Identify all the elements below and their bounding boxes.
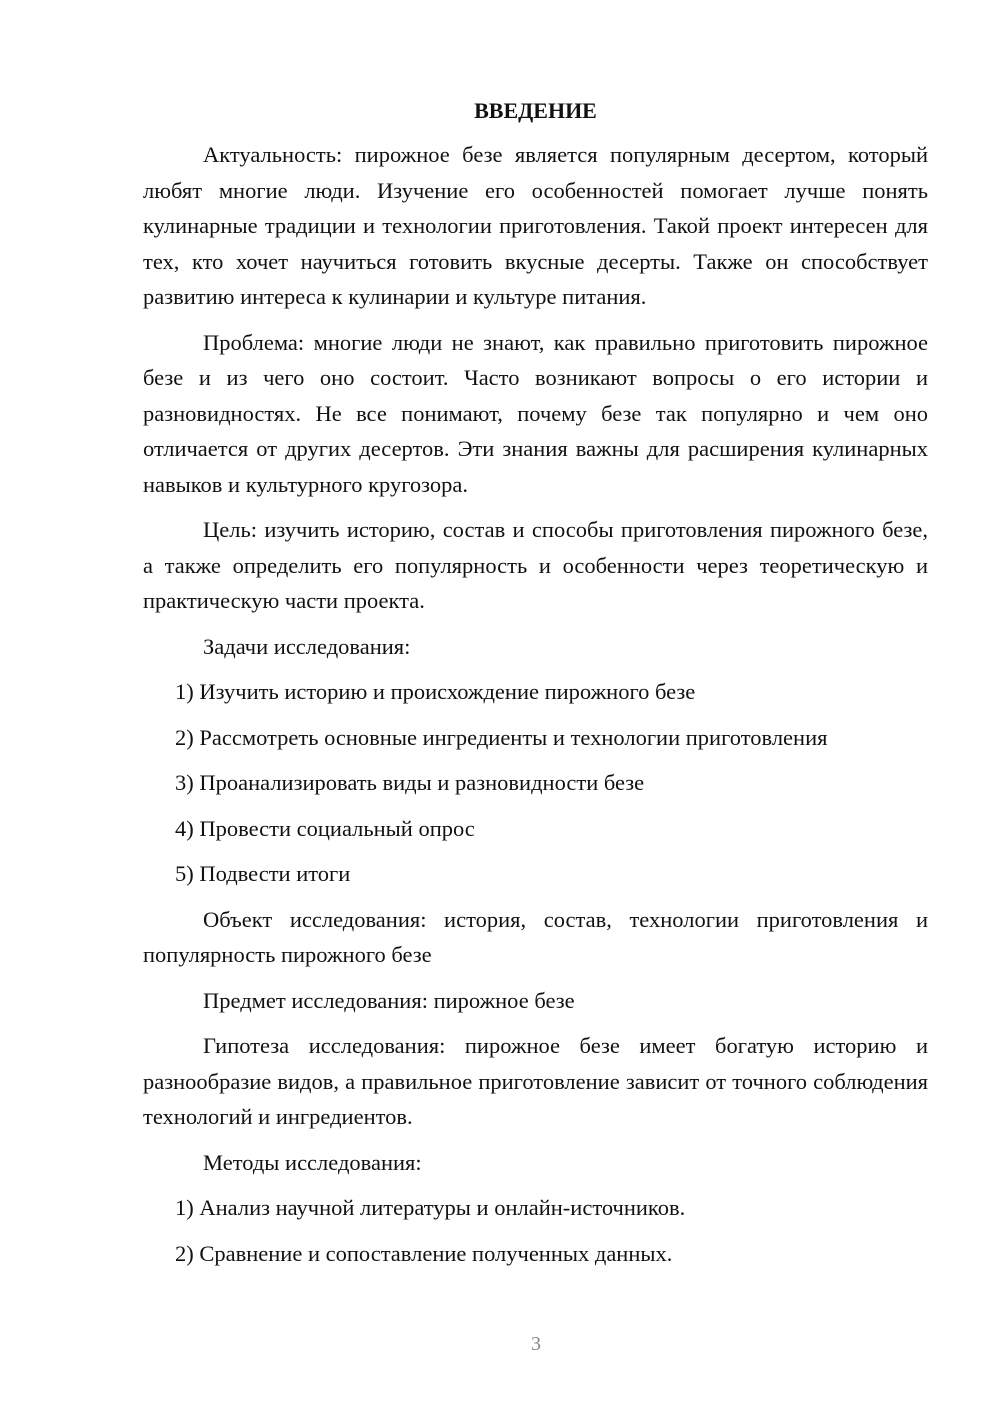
task-item: 4) Провести социальный опрос xyxy=(175,815,475,841)
goal-paragraph: Цель: изучить историю, состав и способы приготовления пирожного безе, а также определить его популярность и особенности через теоретическую и практическую части проекта. xyxy=(143,517,928,613)
problem-paragraph: Проблема: многие люди не знают, как правильно приготовить пирожное безе и из чего оно состоит. Часто возникают вопросы о его истории и разновидностях. Не все понимают, почему безе так популярно и чем оно отличается от других десертов. Эти знания важны для расширения кулинарных навыков и культурного кругозора. xyxy=(143,329,928,497)
page-number: 3 xyxy=(531,1333,541,1355)
tasks-list xyxy=(143,674,928,892)
methods-heading: Методы исследования: xyxy=(203,1149,422,1175)
task-item: 2) Рассмотреть основные ингредиенты и технологии приготовления xyxy=(175,724,828,750)
task-item: 3) Проанализировать виды и разновидности безе xyxy=(175,770,645,795)
task-item: 1) Изучить историю и происхождение пирожного безе xyxy=(175,679,696,704)
method-item: 1) Анализ научной литературы и онлайн-источников. xyxy=(175,1195,686,1220)
page-content xyxy=(143,95,928,1281)
methods-list xyxy=(143,1190,928,1271)
relevance-paragraph: Актуальность: пирожное безе является популярным десертом, который любят многие люди. Изучение его особенностей помогает лучше понять кулинарные традиции и технологии приготовления. Такой проект интересен для тех, кто хочет научиться готовить вкусные десерты. Также он способствует развитию интереса к кулинарии и культуре питания. xyxy=(143,142,928,309)
section-title: ВВЕДЕНИЕ xyxy=(474,98,597,123)
method-item: 2) Сравнение и сопоставление полученных данных. xyxy=(175,1240,673,1266)
tasks-heading: Задачи исследования: xyxy=(203,633,411,659)
object-paragraph: Объект исследования: история, состав, технологии приготовления и популярность пирожного безе xyxy=(143,906,928,967)
subject-paragraph: Предмет исследования: пирожное безе xyxy=(203,987,575,1013)
hypothesis-paragraph: Гипотеза исследования: пирожное безе имеет богатую историю и разнообразие видов, а правильное приготовление зависит от точного соблюдения технологий и ингредиентов. xyxy=(143,1033,928,1129)
task-item: 5) Подвести итоги xyxy=(175,861,351,886)
